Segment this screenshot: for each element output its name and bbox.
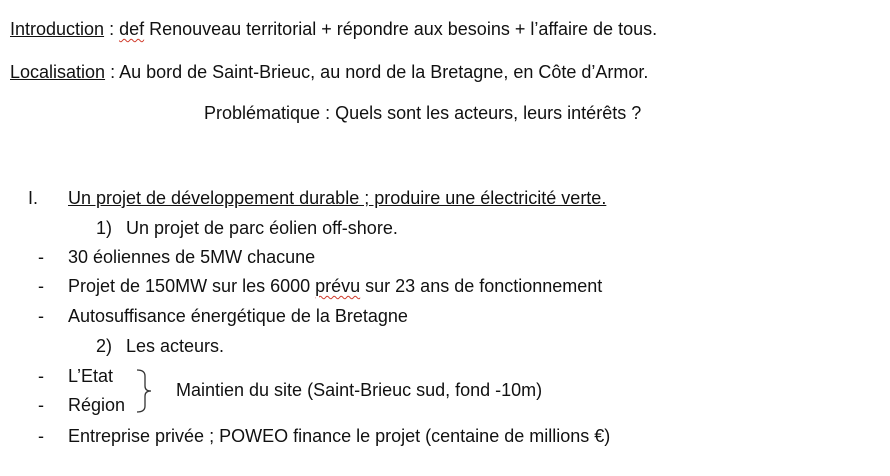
bullet-item-eoliennes: 30 éoliennes de 5MW chacune (68, 247, 316, 267)
localisation-text: : Au bord de Saint-Brieuc, au nord de la Bretagne, en Côte d’Armor. (105, 62, 649, 82)
problematique: Problématique : Quels sont les acteurs, leurs intérêts ? (204, 103, 642, 123)
sub1-title: Un projet de parc éolien off-shore. (126, 218, 398, 238)
bullet-item-region: Région (68, 395, 126, 415)
sub1-number: 1) (96, 218, 113, 238)
bullet-item-etat: L’Etat (68, 366, 114, 386)
bullet-marker: - (38, 276, 44, 296)
bullet-item-autosuffisance: Autosuffisance énergétique de la Bretagne (68, 306, 408, 326)
intro-text: Renouveau territorial + répondre aux besoins + l’affaire de tous. (144, 19, 658, 39)
bullet-marker: - (38, 306, 44, 326)
section1-numeral: I. (28, 188, 39, 208)
bullet-text-prevu: prévu (315, 276, 361, 296)
bullet-text-after: sur 23 ans de fonctionnement (360, 276, 603, 296)
intro-line (10, 18, 657, 40)
bullet-marker: - (38, 395, 44, 415)
bullet-item-entreprise: Entreprise privée ; POWEO finance le projet (centaine de millions €) (68, 426, 611, 446)
bullet-marker: - (38, 426, 44, 446)
brace-note: Maintien du site (Saint-Brieuc sud, fond -10m) (176, 380, 543, 400)
right-brace-icon (136, 368, 156, 414)
bullet-item-projet (68, 275, 602, 297)
bullet-marker: - (38, 366, 44, 386)
intro-label: Introduction (10, 19, 105, 39)
bullet-marker: - (38, 247, 44, 267)
intro-def: def (119, 19, 145, 39)
bullet-text-before: Projet de 150MW sur les 6000 (68, 276, 316, 296)
sub2-number: 2) (96, 336, 113, 356)
localisation-label: Localisation (10, 62, 106, 82)
intro-separator: : (104, 19, 120, 39)
sub2-title: Les acteurs. (126, 336, 225, 356)
localisation-line (10, 61, 648, 83)
section1-title: Un projet de développement durable ; produire une électricité verte. (68, 188, 607, 208)
